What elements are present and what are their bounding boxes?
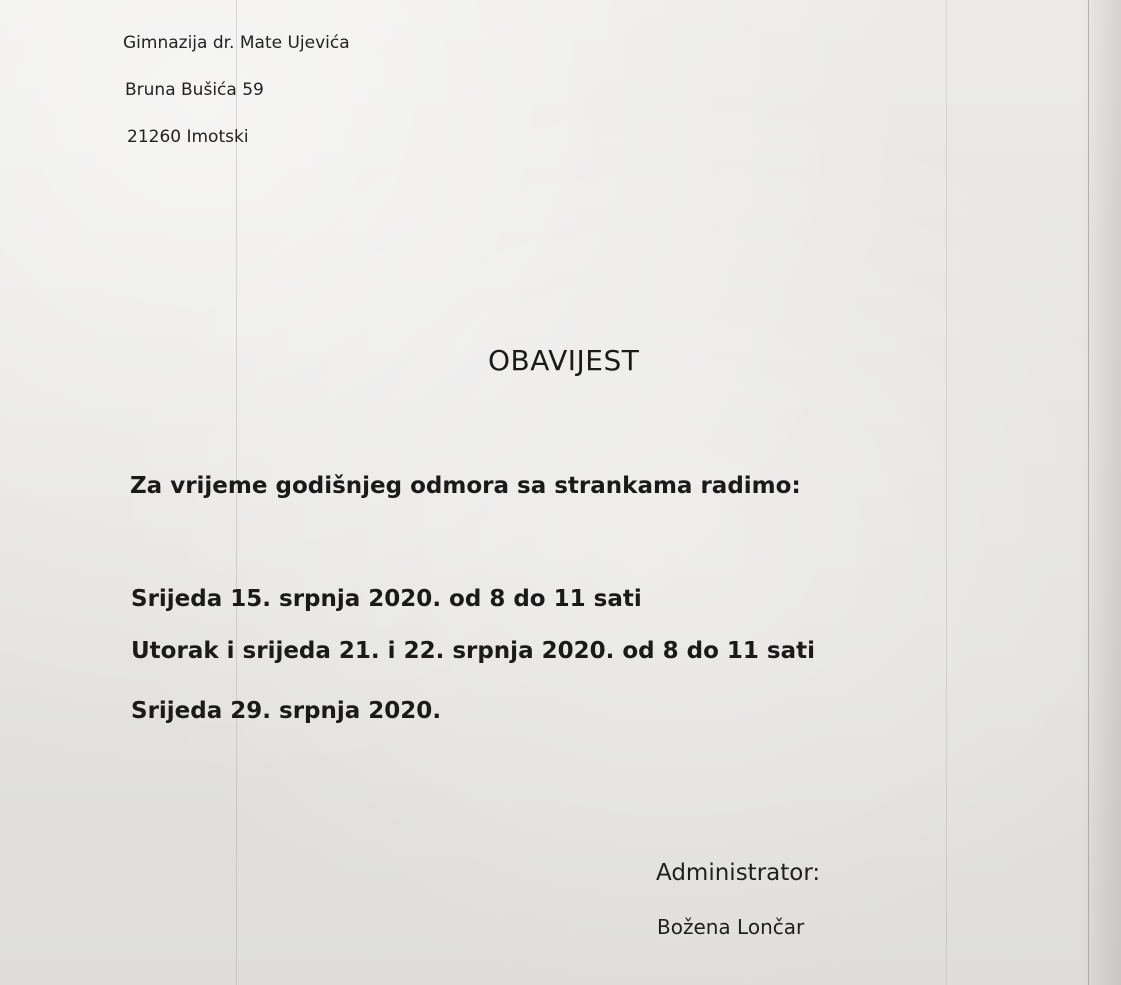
signature-role: Administrator: <box>656 860 821 886</box>
schedule-item: Utorak i srijeda 21. i 22. srpnja 2020. od 8 do 11 sati <box>131 638 816 664</box>
sender-street: Bruna Bušića 59 <box>125 80 264 100</box>
sender-institution: Gimnazija dr. Mate Ujevića <box>123 33 350 53</box>
paper-fold-line <box>946 0 947 985</box>
schedule-item: Srijeda 29. srpnja 2020. <box>131 698 442 724</box>
signature-name: Božena Lončar <box>657 915 805 939</box>
notice-intro: Za vrijeme godišnjeg odmora sa strankama radimo: <box>130 473 801 499</box>
notice-title: OBAVIJEST <box>488 344 640 377</box>
sender-city: 21260 Imotski <box>127 127 249 147</box>
schedule-item: Srijeda 15. srpnja 2020. od 8 do 11 sati <box>131 586 642 612</box>
paper-edge-shadow <box>1081 0 1121 985</box>
